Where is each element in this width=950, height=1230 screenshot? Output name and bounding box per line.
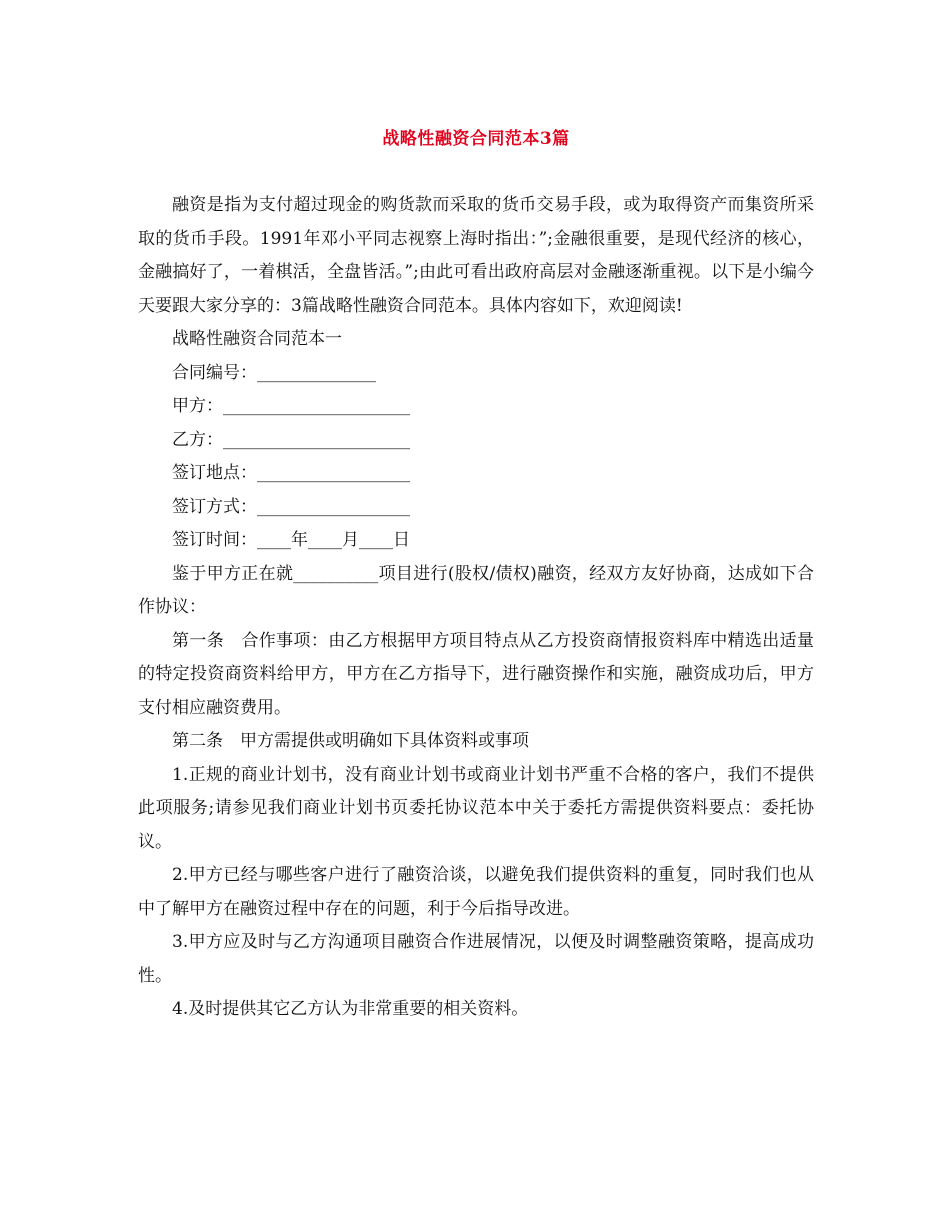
preamble-paragraph: 鉴于甲方正在就__________项目进行(股权/债权)融资，经双方友好协商，达成如下合作协议： <box>138 563 814 617</box>
article-2-item-3: 3.甲方应及时与乙方沟通项目融资合作进展情况，以便及时调整融资策略，提高成功性。 <box>138 932 814 986</box>
section-heading: 战略性融资合同范本一 <box>172 329 342 349</box>
article-1: 第一条 合作事项：由乙方根据甲方项目特点从乙方投资商情报资料库中精选出适量的特定投资商资料给甲方，甲方在乙方指导下，进行融资操作和实施，融资成功后，甲方支付相应融资费用。 <box>138 630 814 718</box>
article-2-heading: 第二条 甲方需提供或明确如下具体资料或事项 <box>172 731 529 751</box>
field-contract-no: 合同编号：______________ <box>172 362 376 383</box>
field-sign-time: 签订时间：____年____月____日 <box>172 530 410 550</box>
field-sign-place: 签订地点：__________________ <box>172 463 410 483</box>
document-title: 战略性融资合同范本3篇 <box>382 129 570 149</box>
intro-paragraph: 融资是指为支付超过现金的购货款而采取的货币交易手段，或为取得资产而集资所采取的货币手段。1991年邓小平同志视察上海时指出：”;金融很重要，是现代经济的核心，金融搞好了，一着棋活，全盘皆活。”;由此可看出政府高层对金融逐渐重视。以下是小编今天要跟大家分享的：3篇战略性融资合同范本。具体内容如下，欢迎阅读! <box>138 195 814 316</box>
article-2-item-4: 4.及时提供其它乙方认为非常重要的相关资料。 <box>172 999 529 1019</box>
field-party-a: 甲方：______________________ <box>172 396 410 416</box>
document-body <box>138 189 814 1027</box>
field-party-b: 乙方：______________________ <box>172 429 410 450</box>
article-2-item-2: 2.甲方已经与哪些客户进行了融资洽谈，以避免我们提供资料的重复，同时我们也从中了解甲方在融资过程中存在的问题，利于今后指导改进。 <box>138 865 814 919</box>
article-2-item-1: 1.正规的商业计划书，没有商业计划书或商业计划书严重不合格的客户，我们不提供此项服务;请参见我们商业计划书页委托协议范本中关于委托方需提供资料要点：委托协议。 <box>138 764 814 852</box>
field-sign-method: 签订方式：__________________ <box>172 496 410 517</box>
